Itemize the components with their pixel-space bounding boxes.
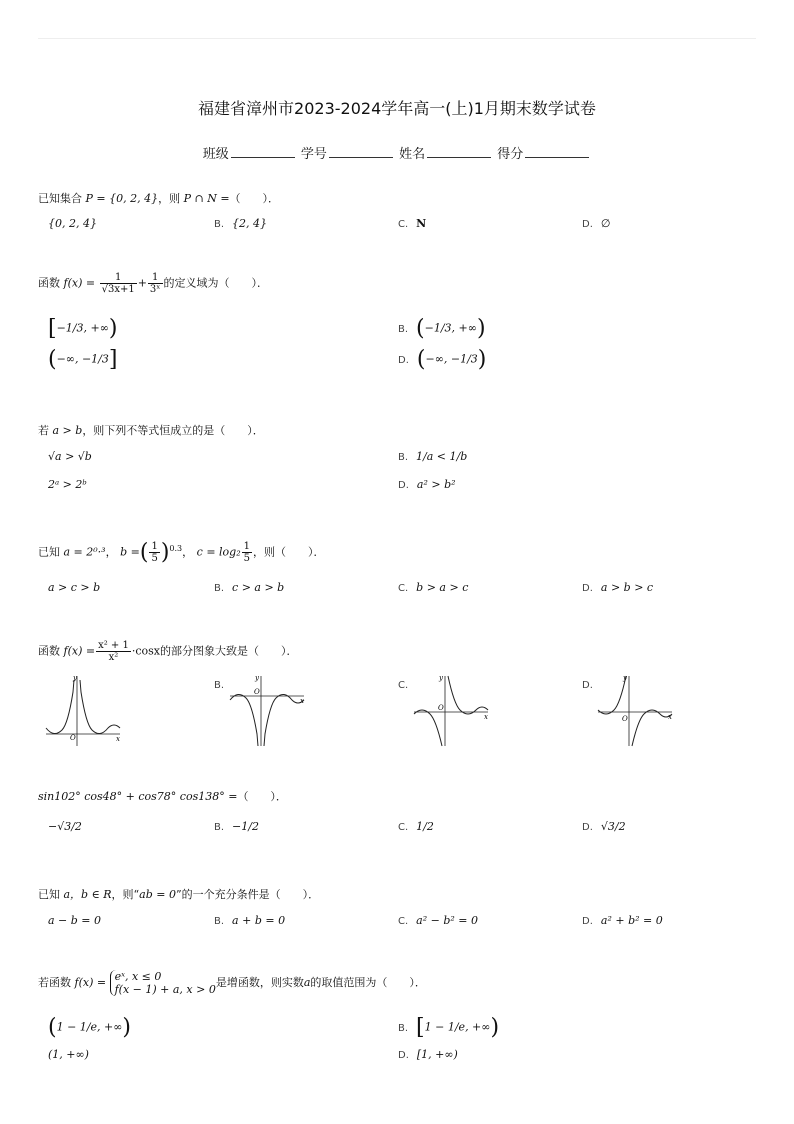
- question-1-option-b[interactable]: B. {2, 4}: [214, 217, 268, 230]
- question-5-graph-b[interactable]: [228, 672, 308, 748]
- question-1-option-a[interactable]: {0, 2, 4}: [48, 217, 97, 230]
- graph-c-origin: O: [438, 704, 444, 712]
- question-5-label-c: C.: [398, 680, 409, 691]
- question-3-option-d[interactable]: D. a² > b²: [398, 478, 456, 491]
- question-5-label-b: B.: [214, 680, 225, 691]
- question-7-stem: 已知 a，b ∈ R，则“ab = 0”的一个充分条件是（ ）．: [38, 888, 320, 901]
- question-5-graph-d[interactable]: [596, 672, 676, 748]
- score-label: 得分: [497, 147, 524, 162]
- question-5-stem: 函数 f(x) = $\frac{\text{x² + 1}}{\text{x²}}$ ·cosx的部分图象大致是（ ）．: [38, 640, 298, 663]
- graph-c-x-label: x: [484, 713, 488, 721]
- question-8-stem: 若函数 f(x) = eˣ, x ≤ 0 f(x − 1) + a, x > 0 是增函数，则实数a的取值范围为（ ）．: [38, 970, 426, 996]
- graph-b-y-label: y: [255, 674, 259, 682]
- question-1-option-c[interactable]: C. N: [398, 217, 427, 230]
- question-2-option-a[interactable]: [−1/3, +∞): [48, 316, 118, 341]
- question-3-stem: 若 a > b，则下列不等式恒成立的是（ ）．: [38, 424, 264, 437]
- exam-title: 福建省漳州市2023-2024学年高一(上)1月期末数学试卷: [198, 99, 596, 118]
- score-blank[interactable]: [525, 144, 589, 158]
- question-6-stem: sin102° cos48° + cos78° cos138° =（ ）．: [38, 790, 287, 803]
- question-8-option-b[interactable]: B. [1 − 1/e, +∞): [398, 1015, 500, 1040]
- piecewise-cases: eˣ, x ≤ 0 f(x − 1) + a, x > 0: [110, 970, 216, 996]
- question-6-option-b[interactable]: B. −1/2: [214, 820, 259, 833]
- question-8-option-c[interactable]: (1, +∞): [48, 1048, 89, 1061]
- id-label: 学号: [300, 147, 327, 162]
- question-4-stem: 已知 a = 2⁰·³， b =( $\frac{1}{5}$ )$^{0.3}$， c = log₂ $\frac{1}{5}$ ，则（ ）．: [38, 540, 325, 565]
- question-2-option-c[interactable]: (−∞, −1/3]: [48, 347, 118, 372]
- question-8-option-d[interactable]: D. [1, +∞): [398, 1048, 458, 1061]
- graph-a-x-label: x: [116, 735, 120, 743]
- question-1-stem: 已知集合 P = {0, 2, 4}，则 P ∩ N =（ ）．: [38, 192, 280, 205]
- question-7-option-b[interactable]: B. a + b = 0: [214, 914, 286, 927]
- question-3-option-c[interactable]: 2ᵃ > 2ᵇ: [48, 478, 87, 491]
- question-1-option-d[interactable]: D. ∅: [582, 217, 611, 230]
- question-4-option-c[interactable]: C. b > a > c: [398, 581, 469, 594]
- question-2-option-d[interactable]: D. (−∞, −1/3): [398, 347, 487, 372]
- graph-d-x-label: x: [668, 713, 672, 721]
- graph-d-y-label: y: [623, 674, 627, 682]
- name-blank[interactable]: [427, 144, 491, 158]
- question-7-option-a[interactable]: a − b = 0: [48, 914, 102, 927]
- graph-b-origin: O: [254, 688, 260, 696]
- question-7-option-c[interactable]: C. a² − b² = 0: [398, 914, 479, 927]
- question-5-graph-c[interactable]: [412, 672, 492, 748]
- question-2-stem: 函数 f(x) = $\frac{1}{√3x+1}$ + $\frac{1}{\text{3ˣ}}$ 的定义域为（ ）．: [38, 272, 269, 295]
- graph-b-x-label: x: [300, 697, 304, 705]
- question-3-option-b[interactable]: B. 1/a < 1/b: [398, 450, 468, 463]
- id-blank[interactable]: [329, 144, 393, 158]
- graph-c-y-label: y: [439, 674, 443, 682]
- question-6-option-d[interactable]: D. √3/2: [582, 820, 626, 833]
- question-8-option-a[interactable]: (1 − 1/e, +∞): [48, 1015, 131, 1040]
- graph-a-origin: O: [70, 734, 76, 742]
- class-label: 班级: [202, 147, 229, 162]
- question-4-option-b[interactable]: B. c > a > b: [214, 581, 285, 594]
- graph-d-origin: O: [622, 715, 628, 723]
- question-6-option-a[interactable]: −√3/2: [48, 820, 82, 833]
- header-rule: [38, 38, 756, 39]
- question-4-option-d[interactable]: D. a > b > c: [582, 581, 654, 594]
- question-5-label-d: D.: [582, 680, 593, 691]
- question-2-option-b[interactable]: B. (−1/3, +∞): [398, 316, 486, 341]
- question-6-option-c[interactable]: C. 1/2: [398, 820, 434, 833]
- question-7-option-d[interactable]: D. a² + b² = 0: [582, 914, 663, 927]
- graph-a-y-label: y: [73, 674, 77, 682]
- question-4-option-a[interactable]: a > c > b: [48, 581, 101, 594]
- question-3-option-a[interactable]: √a > √b: [48, 450, 92, 463]
- question-5-graph-a[interactable]: [44, 672, 124, 748]
- class-blank[interactable]: [231, 144, 295, 158]
- name-label: 姓名: [399, 147, 426, 162]
- student-info-line: [0, 143, 794, 162]
